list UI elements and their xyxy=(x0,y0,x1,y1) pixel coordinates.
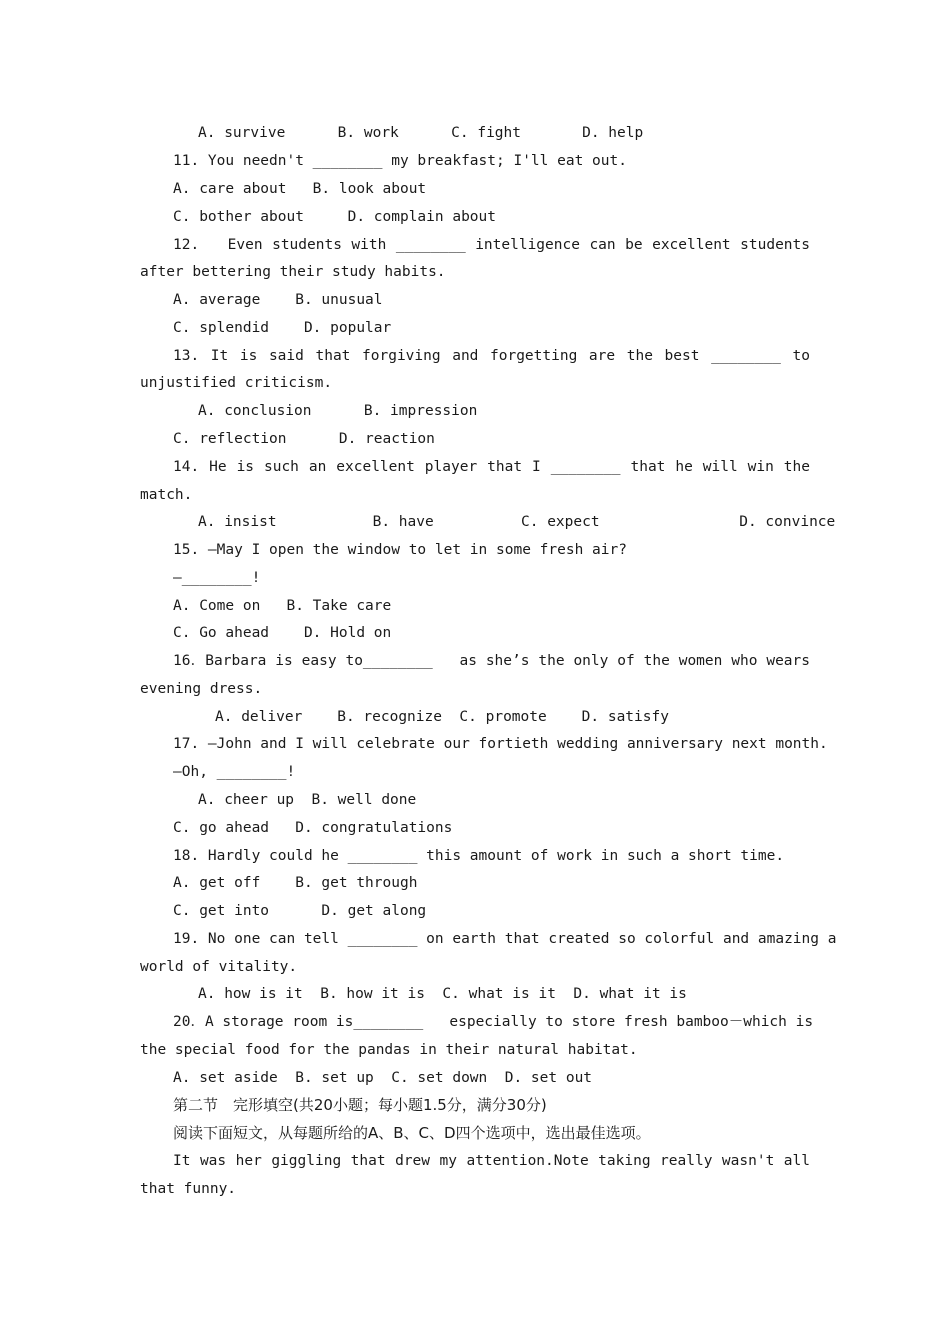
q14-stem-cont: match. xyxy=(140,487,193,503)
passage-line-1: It was her giggling that drew my attention.Note taking really wasn't all xyxy=(173,1153,810,1169)
q16-options: A. deliver B. recognize C. promote D. satisfy xyxy=(215,709,669,725)
q10-options: A. survive B. work C. fight D. help xyxy=(198,125,644,141)
q17-options-row2: C. go ahead D. congratulations xyxy=(173,820,453,836)
q20-stem: 20．A storage room is________ especially to store fresh bamboo－which is xyxy=(173,1014,814,1030)
q13-options-row2: C. reflection D. reaction xyxy=(173,431,435,447)
q13-stem-cont: unjustified criticism. xyxy=(140,375,333,391)
q12-options-row2: C. splendid D. popular xyxy=(173,320,392,336)
q17-stem: 17. —John and I will celebrate our fortieth wedding anniversary next month. xyxy=(173,736,828,752)
q14-stem: 14. He is such an excellent player that I ________ that he will win the xyxy=(173,459,810,475)
q16-stem: 16．Barbara is easy to________ as she’s the only of the women who wears xyxy=(173,653,810,669)
q11-stem: 11. You needn't ________ my breakfast; I'll eat out. xyxy=(173,153,627,169)
q12-stem-cont: after bettering their study habits. xyxy=(140,264,446,280)
q11-options-row1: A. care about B. look about xyxy=(173,181,427,197)
q15-response: —________! xyxy=(173,570,261,586)
q18-options-row2: C. get into D. get along xyxy=(173,903,427,919)
q18-stem: 18. Hardly could he ________ this amount of work in such a short time. xyxy=(173,848,785,864)
q13-stem: 13. It is said that forgiving and forgetting are the best ________ to xyxy=(173,348,810,364)
q14-options: A. insist B. have C. expect D. convince xyxy=(198,514,836,530)
q13-options-row1: A. conclusion B. impression xyxy=(198,403,478,419)
section-heading: 第二节 完形填空(共20小题；每小题1.5分，满分30分) xyxy=(173,1096,547,1114)
passage-line-2: that funny. xyxy=(140,1181,237,1197)
q11-options-row2: C. bother about D. complain about xyxy=(173,209,497,225)
q17-response: —Oh, ________! xyxy=(173,764,296,780)
q17-options-row1: A. cheer up B. well done xyxy=(198,792,417,808)
q15-options-row2: C. Go ahead D. Hold on xyxy=(173,625,392,641)
q15-options-row1: A. Come on B. Take care xyxy=(173,598,392,614)
q15-stem: 15. —May I open the window to let in some fresh air? xyxy=(173,542,627,558)
q16-stem-cont: evening dress. xyxy=(140,681,263,697)
q19-stem-cont: world of vitality. xyxy=(140,959,298,975)
q20-options: A. set aside B. set up C. set down D. set out xyxy=(173,1070,593,1086)
q18-options-row1: A. get off B. get through xyxy=(173,875,418,891)
section-instructions: 阅读下面短文，从每题所给的A、B、C、D四个选项中，选出最佳选项。 xyxy=(173,1124,651,1142)
q12-stem: 12. Even students with ________ intelligence can be excellent students xyxy=(173,237,810,253)
q19-stem: 19. No one can tell ________ on earth that created so colorful and amazing a xyxy=(173,931,837,947)
q12-options-row1: A. average B. unusual xyxy=(173,292,383,308)
q19-options: A. how is it B. how it is C. what is it D. what it is xyxy=(198,986,687,1002)
q20-stem-cont: the special food for the pandas in their natural habitat. xyxy=(140,1042,638,1058)
